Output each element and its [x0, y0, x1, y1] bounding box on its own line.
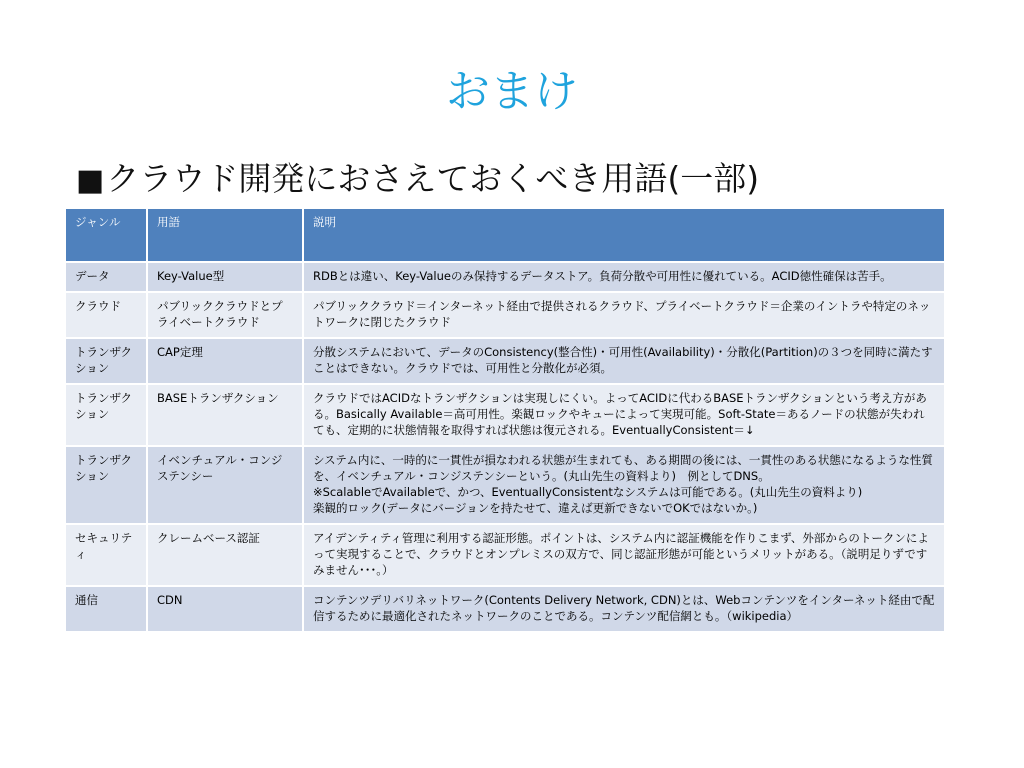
- table-body: [65, 262, 945, 632]
- table-row: [65, 292, 945, 338]
- genre-cell: クラウド: [65, 292, 147, 338]
- term-cell: BASEトランザクション: [147, 384, 303, 446]
- description-cell: 分散システムにおいて、データのConsistency(整合性)・可用性(Availability)・分散化(Partition)の３つを同時に満たすことはできない。クラウドでは、可用性と分散化が必須。: [303, 338, 945, 384]
- term-cell: Key-Value型: [147, 262, 303, 292]
- term-cell: パブリッククラウドとプライベートクラウド: [147, 292, 303, 338]
- term-cell: CAP定理: [147, 338, 303, 384]
- table-row: [65, 338, 945, 384]
- term-cell: CDN: [147, 586, 303, 632]
- term-cell: イベンチュアル・コンジステンシー: [147, 446, 303, 524]
- table-row: [65, 446, 945, 524]
- description-cell: RDBとは違い、Key-Valueのみ保持するデータストア。負荷分散や可用性に優れている。ACID徳性確保は苦手。: [303, 262, 945, 292]
- slide-subtitle: [76, 154, 759, 206]
- genre-cell: データ: [65, 262, 147, 292]
- description-cell: コンテンツデリバリネットワーク(Contents Delivery Network, CDN)とは、Webコンテンツをインターネット経由で配信するために最適化されたネットワークのことである。コンテンツ配信網とも。（wikipedia）: [303, 586, 945, 632]
- genre-cell: セキュリティ: [65, 524, 147, 586]
- genre-cell: トランザクション: [65, 446, 147, 524]
- header-term: 用語: [147, 208, 303, 262]
- description-cell: システム内に、一時的に一貫性が損なわれる状態が生まれても、ある期間の後には、一貫性のある状態になるような性質を、イベンチュアル・コンジステンシーという。(丸山先生の資料より) 例としてDNS。 ※ScalableでAvailableで、かつ、EventuallyConsistentなシステムは可能である。(丸山先生の資料より) 楽観的ロック(データにバージョンを持たせて、違えば更新できないでOKではないか。): [303, 446, 945, 524]
- genre-cell: 通信: [65, 586, 147, 632]
- slide-title: おまけ: [446, 66, 578, 117]
- square-bullet-icon: ■: [76, 163, 105, 198]
- header-description: 説明: [303, 208, 945, 262]
- genre-cell: トランザクション: [65, 384, 147, 446]
- table-row: [65, 586, 945, 632]
- description-cell: アイデンティティ管理に利用する認証形態。ポイントは、システム内に認証機能を作りこまず、外部からのトークンによって実現することで、クラウドとオンプレミスの双方で、同じ認証形態が可能というメリットがある。（説明足りずですみません･･･。）: [303, 524, 945, 586]
- table-header-row: [65, 208, 945, 262]
- genre-cell: トランザクション: [65, 338, 147, 384]
- description-cell: パブリッククラウド＝インターネット経由で提供されるクラウド、プライベートクラウド＝企業のイントラや特定のネットワークに閉じたクラウド: [303, 292, 945, 338]
- term-cell: クレームベース認証: [147, 524, 303, 586]
- table-row: [65, 384, 945, 446]
- description-cell: クラウドではACIDなトランザクションは実現しにくい。よってACIDに代わるBASEトランザクションという考え方がある。Basically Available＝高可用性。楽観ロックやキューによって実現可能。Soft-State＝あるノードの状態が失われても、定期的に状態情報を取得すれば状態は復元される。EventuallyConsistent＝↓: [303, 384, 945, 446]
- header-genre: ジャンル: [65, 208, 147, 262]
- subtitle-text: クラウド開発におさえておくべき用語(一部): [106, 159, 760, 198]
- table-row: [65, 262, 945, 292]
- terms-table: [64, 207, 946, 633]
- table-row: [65, 524, 945, 586]
